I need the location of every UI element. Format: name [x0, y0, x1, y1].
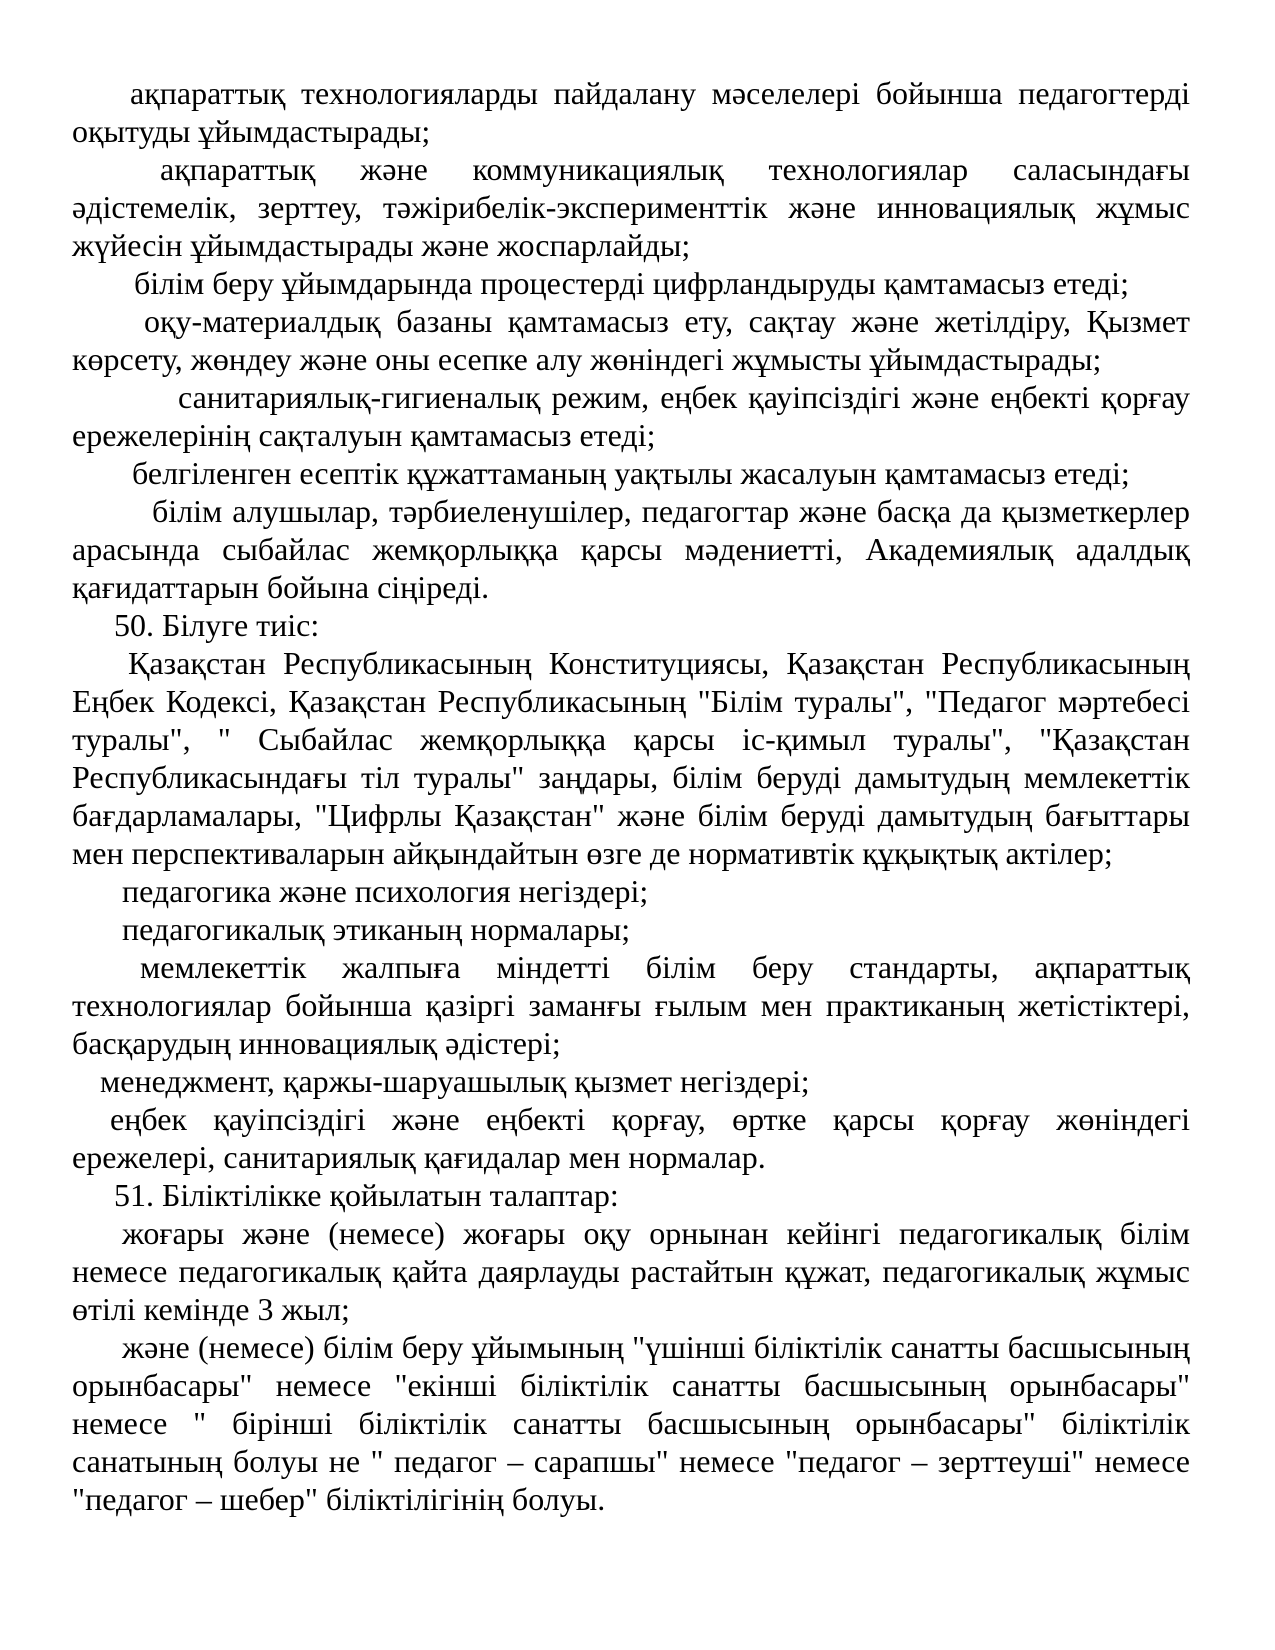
paragraph: ақпараттық технологияларды пайдалану мәселелері бойынша педагогтерді оқытуды ұйымдастырады;	[72, 75, 1190, 149]
paragraph: оқу-материалдық базаны қамтамасыз ету, сақтау және жетілдіру, Қызмет көрсету, жөндеу және оны есепке алу жөніндегі жұмысты ұйымдастырады;	[72, 303, 1190, 377]
paragraph: санитариялық-гигиеналық режим, еңбек қауіпсіздігі және еңбекті қорғау ережелерінің сақталуын қамтамасыз етеді;	[72, 379, 1190, 453]
paragraph: мемлекеттік жалпыға міндетті білім беру стандарты, ақпараттық технологиялар бойынша қазіргі заманғы ғылым мен практиканың жетістіктері, басқарудың инновациялық әдістері;	[72, 949, 1190, 1061]
paragraph: білім беру ұйымдарында процестерді цифрландыруды қамтамасыз етеді;	[134, 265, 1129, 301]
clause-number-51: 51. Біліктілікке қойылатын талаптар:	[114, 1177, 619, 1213]
paragraph: және (немесе) білім беру ұйымының "үшінші біліктілік санатты басшысының орынбасары" немесе "екінші біліктілік санатты басшысының орынбасары" немесе " бірінші біліктілік санатты басшысының орынбасары" біліктілік санатының болуы не " педагог – сарапшы" немесе "педагог – зерттеуші" немесе "педагог – шебер" біліктілігінің болуы.	[72, 1329, 1190, 1517]
paragraph: менеджмент, қаржы-шаруашылық қызмет негіздері;	[100, 1063, 810, 1099]
paragraph: жоғары және (немесе) жоғары оқу орнынан кейінгі педагогикалық білім немесе педагогикалық қайта даярлауды растайтын құжат, педагогикалық жұмыс өтілі кемінде 3 жыл;	[72, 1215, 1190, 1327]
paragraph: педагогикалық этиканың нормалары;	[122, 911, 631, 947]
paragraph: Қазақстан Республикасының Конституциясы, Қазақстан Республикасының Еңбек Кодексі, Қазақстан Республикасының "Білім туралы", "Педагог мәртебесі туралы", " Сыбайлас жемқорлыққа қарсы іс-қимыл туралы", "Қазақстан Республикасындағы тіл туралы" заңдары, білім беруді дамытудың мемлекеттік бағдарламалары, "Цифрлы Қазақстан" және білім беруді дамытудың бағыттары мен перспективаларын айқындайтын өзге де нормативтік құқықтық актілер;	[72, 645, 1190, 871]
paragraph: педагогика және психология негіздері;	[122, 873, 649, 909]
paragraph: белгіленген есептік құжаттаманың уақтылы жасалуын қамтамасыз етеді;	[132, 455, 1130, 491]
paragraph: ақпараттық және коммуникациялық технологиялар саласындағы әдістемелік, зерттеу, тәжірибелік-эксперименттік және инновациялық жұмыс жүйесін ұйымдастырады және жоспарлайды;	[72, 151, 1190, 263]
document-body	[72, 74, 1190, 1518]
paragraph: білім алушылар, тәрбиеленушілер, педагогтар және басқа да қызметкерлер арасында сыбайлас жемқорлыққа қарсы мәдениетті, Академиялық адалдық қағидаттарын бойына сіңіреді.	[72, 493, 1190, 605]
clause-number-50: 50. Білуге тиіс:	[114, 607, 320, 643]
paragraph: еңбек қауіпсіздігі және еңбекті қорғау, өртке қарсы қорғау жөніндегі ережелері, санитариялық қағидалар мен нормалар.	[72, 1101, 1190, 1175]
